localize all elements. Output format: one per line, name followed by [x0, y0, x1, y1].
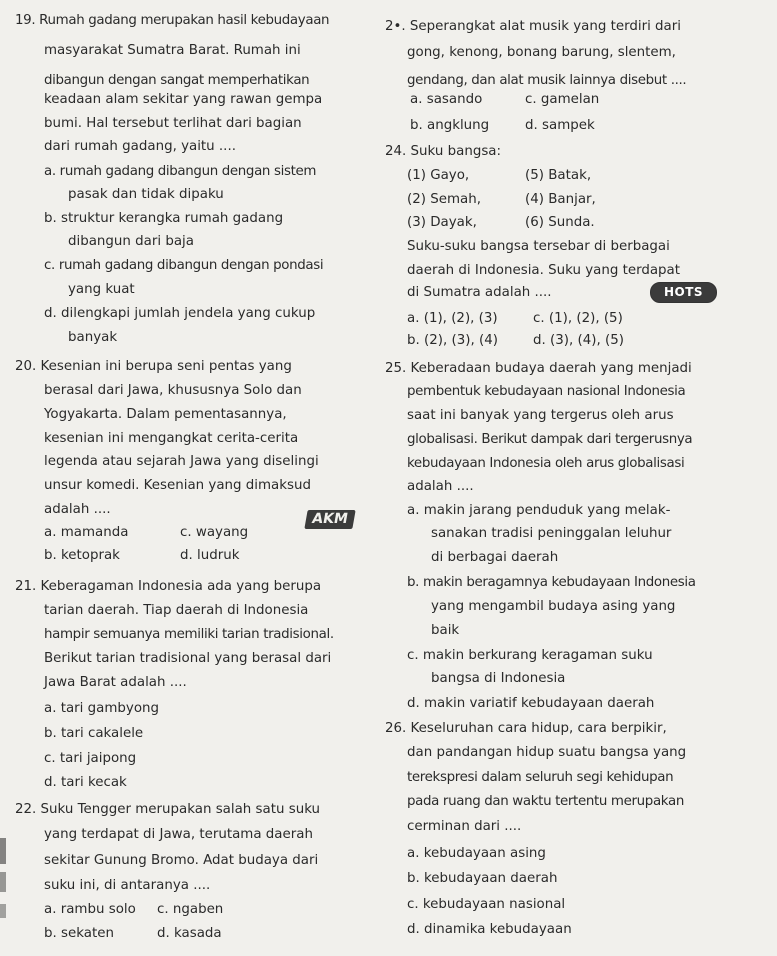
page-edge-shadow	[0, 872, 6, 892]
text-line: 25. Keberadaan budaya daerah yang menjadi	[385, 361, 692, 376]
text-line: globalisasi. Berikut dampak dari tergerusnya	[407, 432, 693, 447]
text-line: banyak	[68, 330, 118, 345]
text-line: dibangun dari baja	[68, 234, 194, 249]
text-line: a. sasando	[410, 92, 483, 107]
text-line: gendang, dan alat musik lainnya disebut ....	[407, 73, 687, 88]
text-line: d. dilengkapi jumlah jendela yang cukup	[44, 306, 316, 321]
text-line: c. tari jaipong	[44, 751, 137, 766]
text-line: 20. Kesenian ini berupa seni pentas yang	[15, 359, 292, 374]
text-line: sanakan tradisi peninggalan leluhur	[431, 526, 672, 541]
text-line: d. dinamika kebudayaan	[407, 922, 572, 937]
text-line: yang terdapat di Jawa, terutama daerah	[44, 827, 313, 842]
text-line: Jawa Barat adalah ....	[44, 675, 187, 690]
text-line: kebudayaan Indonesia oleh arus globalisasi	[407, 456, 685, 471]
text-line: c. (1), (2), (5)	[533, 311, 623, 326]
text-line: di berbagai daerah	[431, 550, 559, 565]
text-line: b. angklung	[410, 118, 490, 133]
text-line: b. kebudayaan daerah	[407, 871, 558, 886]
text-line: (4) Banjar,	[525, 192, 596, 207]
text-line: pasak dan tidak dipaku	[68, 187, 224, 202]
text-line: d. ludruk	[180, 548, 240, 563]
text-line: suku ini, di antaranya ....	[44, 878, 211, 893]
text-line: a. mamanda	[44, 525, 129, 540]
text-line: adalah ....	[407, 479, 474, 494]
text-line: d. makin variatif kebudayaan daerah	[407, 696, 655, 711]
text-line: pada ruang dan waktu tertentu merupakan	[407, 794, 684, 809]
text-line: 22. Suku Tengger merupakan salah satu suku	[15, 802, 321, 817]
text-line: dari rumah gadang, yaitu ....	[44, 139, 236, 154]
text-line: daerah di Indonesia. Suku yang terdapat	[407, 263, 681, 278]
text-line: (3) Dayak,	[407, 215, 477, 230]
page-edge-shadow	[0, 904, 6, 918]
text-line: b. ketoprak	[44, 548, 120, 563]
text-line: c. rumah gadang dibangun dengan pondasi	[44, 258, 324, 273]
text-line: adalah ....	[44, 502, 111, 517]
text-line: (2) Semah,	[407, 192, 481, 207]
text-line: a. makin jarang penduduk yang melak-	[407, 503, 671, 518]
text-line: b. sekaten	[44, 926, 114, 941]
text-line: Berikut tarian tradisional yang berasal dari	[44, 651, 332, 666]
text-line: a. rumah gadang dibangun dengan sistem	[44, 164, 317, 179]
text-line: c. ngaben	[157, 902, 224, 917]
text-line: keadaan alam sekitar yang rawan gempa	[44, 92, 323, 107]
text-line: (5) Batak,	[525, 168, 592, 183]
text-line: c. makin berkurang keragaman suku	[407, 648, 653, 663]
text-line: b. tari cakalele	[44, 726, 144, 741]
text-line: b. (2), (3), (4)	[407, 333, 498, 348]
text-line: 24. Suku bangsa:	[385, 144, 502, 159]
text-line: di Sumatra adalah ....	[407, 285, 552, 300]
text-line: bangsa di Indonesia	[431, 671, 566, 686]
text-line: d. tari kecak	[44, 775, 127, 790]
text-line: a. (1), (2), (3)	[407, 311, 498, 326]
text-line: c. wayang	[180, 525, 249, 540]
text-line: dibangun dengan sangat memperhatikan	[44, 73, 310, 88]
text-line: legenda atau sejarah Jawa yang diselingi	[44, 454, 319, 469]
text-line: saat ini banyak yang tergerus oleh arus	[407, 408, 674, 423]
text-line: hampir semuanya memiliki tarian tradisional.	[44, 627, 334, 642]
text-line: c. kebudayaan nasional	[407, 897, 566, 912]
text-line: terekspresi dalam seluruh segi kehidupan	[407, 770, 674, 785]
text-line: cerminan dari ....	[407, 819, 522, 834]
text-line: dan pandangan hidup suatu bangsa yang	[407, 745, 687, 760]
text-line: a. rambu solo	[44, 902, 136, 917]
akm-badge: AKM	[304, 510, 355, 529]
text-line: b. struktur kerangka rumah gadang	[44, 211, 284, 226]
text-line: (1) Gayo,	[407, 168, 470, 183]
text-line: gong, kenong, bonang barung, slentem,	[407, 45, 676, 60]
text-line: 26. Keseluruhan cara hidup, cara berpikir,	[385, 721, 667, 736]
text-line: sekitar Gunung Bromo. Adat budaya dari	[44, 853, 319, 868]
page-edge-shadow	[0, 838, 6, 864]
text-line: baik	[431, 623, 460, 638]
text-line: a. kebudayaan asing	[407, 846, 546, 861]
text-line: yang mengambil budaya asing yang	[431, 599, 676, 614]
text-line: tarian daerah. Tiap daerah di Indonesia	[44, 603, 309, 618]
text-line: pembentuk kebudayaan nasional Indonesia	[407, 384, 686, 399]
text-line: d. kasada	[157, 926, 222, 941]
text-line: b. makin beragamnya kebudayaan Indonesia	[407, 575, 696, 590]
text-line: Yogyakarta. Dalam pementasannya,	[44, 407, 287, 422]
text-line: c. gamelan	[525, 92, 600, 107]
text-line: 19. Rumah gadang merupakan hasil kebudayaan	[15, 13, 330, 28]
text-line: bumi. Hal tersebut terlihat dari bagian	[44, 116, 302, 131]
text-line: 21. Keberagaman Indonesia ada yang berupa	[15, 579, 322, 594]
text-line: berasal dari Jawa, khususnya Solo dan	[44, 383, 302, 398]
text-line: a. tari gambyong	[44, 701, 160, 716]
text-line: d. (3), (4), (5)	[533, 333, 624, 348]
text-line: (6) Sunda.	[525, 215, 595, 230]
text-line: 2•. Seperangkat alat musik yang terdiri dari	[385, 19, 681, 34]
text-line: yang kuat	[68, 282, 135, 297]
text-line: Suku-suku bangsa tersebar di berbagai	[407, 239, 670, 254]
text-line: kesenian ini mengangkat cerita-cerita	[44, 431, 299, 446]
hots-badge: HOTS	[650, 282, 717, 303]
text-line: d. sampek	[525, 118, 595, 133]
text-line: unsur komedi. Kesenian yang dimaksud	[44, 478, 311, 493]
text-line: masyarakat Sumatra Barat. Rumah ini	[44, 43, 301, 58]
